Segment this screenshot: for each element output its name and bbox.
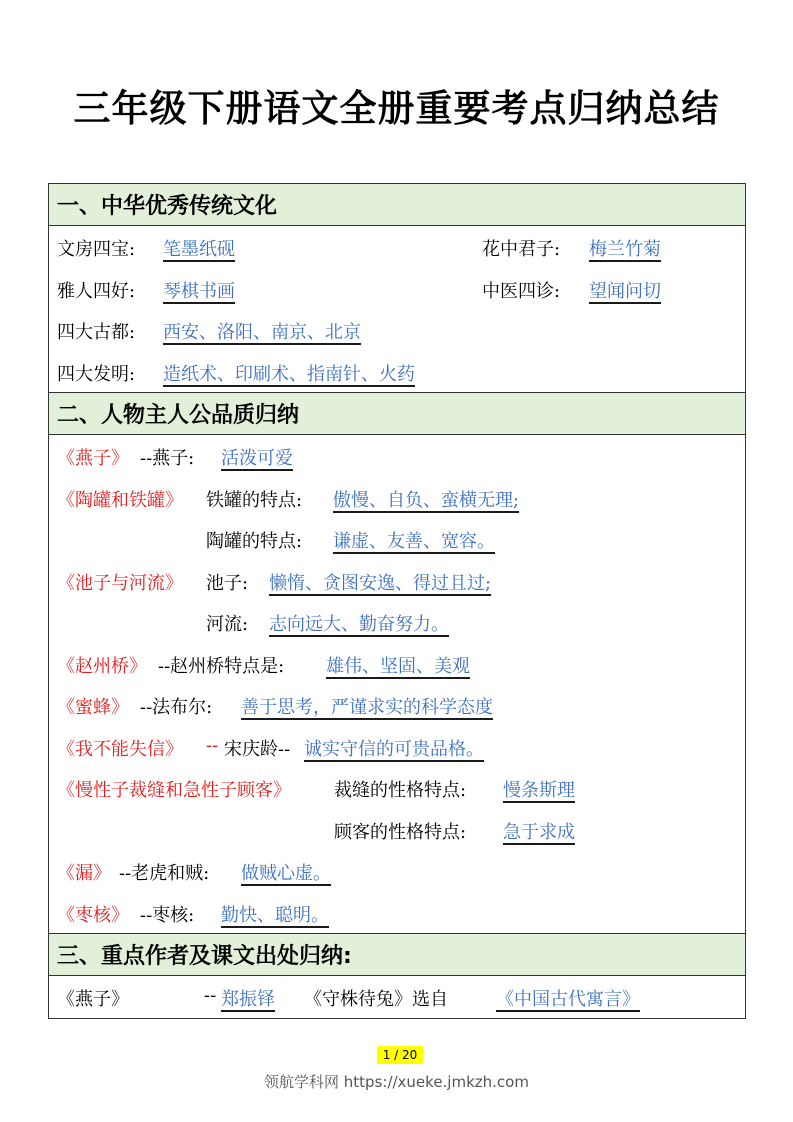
table-row xyxy=(49,435,745,477)
row-label: 中医四诊: xyxy=(482,280,561,302)
answer-value: 志向远大、勤奋努力。 xyxy=(269,614,449,635)
dash-separator: -- xyxy=(204,985,217,1006)
row-label: --枣核: xyxy=(140,904,195,926)
table-row xyxy=(49,643,745,685)
row-label: --赵州桥特点是: xyxy=(158,655,285,677)
answer-value: 懒惰、贪图安逸、得过且过; xyxy=(269,572,492,594)
table-row xyxy=(49,351,745,393)
text-title: 《燕子》 xyxy=(57,989,129,1010)
row-label: 顾客的性格特点: xyxy=(334,821,467,843)
section-heading-culture: 一、中华优秀传统文化 xyxy=(49,184,745,226)
text-title: 《枣核》 xyxy=(57,904,129,926)
row-label: --燕子: xyxy=(140,448,195,469)
footer-watermark: 领航学科网 https://xueke.jmkzh.com xyxy=(264,1073,529,1091)
answer-value: 谦虚、友善、宽容。 xyxy=(333,531,495,552)
table-row xyxy=(49,892,745,934)
table-row xyxy=(49,518,745,560)
row-label: 雅人四好: xyxy=(57,280,136,302)
answer-value: 西安、洛阳、南京、北京 xyxy=(163,322,361,343)
table-row xyxy=(49,976,745,1018)
answer-value: 慢条斯理 xyxy=(503,780,575,801)
text-title: 《漏》 xyxy=(57,863,111,884)
row-label: 宋庆龄-- xyxy=(224,738,291,760)
row-label: 河流: xyxy=(206,614,249,635)
answer-value: 活泼可爱 xyxy=(221,448,293,469)
table-row xyxy=(49,477,745,519)
answer-value: 做贼心虚。 xyxy=(241,863,331,884)
row-label: 陶罐的特点: xyxy=(206,531,303,552)
row-label: 裁缝的性格特点: xyxy=(334,780,467,801)
row-label: 花中君子: xyxy=(482,239,561,260)
answer-value: 梅兰竹菊 xyxy=(589,239,661,260)
table-row xyxy=(49,726,745,768)
summary-table xyxy=(48,183,746,1019)
row-label: 四大古都: xyxy=(57,322,136,343)
answer-value: 望闻问切 xyxy=(589,280,661,302)
answer-value: 勤快、聪明。 xyxy=(221,904,329,926)
answer-value: 笔墨纸砚 xyxy=(163,239,235,260)
answer-value: 善于思考，严谨求实的科学态度 xyxy=(241,697,493,718)
row-label: 四大发明: xyxy=(57,363,136,385)
table-row xyxy=(49,684,745,726)
document-title: 三年级下册语文全册重要考点归纳总结 xyxy=(73,87,720,130)
answer-value: 雄伟、坚固、美观 xyxy=(326,655,470,677)
page-number: 1 / 20 xyxy=(377,1046,423,1064)
source-value: 《中国古代寓言》 xyxy=(496,989,640,1010)
table-row xyxy=(49,309,745,351)
table-row xyxy=(49,268,745,310)
dash-separator: -- xyxy=(206,734,219,756)
row-label: --法布尔: xyxy=(140,697,213,718)
row-label: 《守株待兔》选自 xyxy=(304,989,448,1010)
text-title: 《燕子》 xyxy=(57,448,129,469)
answer-value: 诚实守信的可贵品格。 xyxy=(304,738,484,760)
row-label: 文房四宝: xyxy=(57,239,136,260)
table-row xyxy=(49,226,745,268)
answer-value: 傲慢、自负、蛮横无理; xyxy=(333,489,520,511)
author-value: 郑振铎 xyxy=(221,989,275,1010)
section-heading-characters: 二、人物主人公品质归纳 xyxy=(49,392,745,435)
text-title: 《赵州桥》 xyxy=(57,655,147,677)
section-heading-authors: 三、重点作者及课文出处归纳: xyxy=(49,933,745,976)
table-row xyxy=(49,560,745,602)
table-row xyxy=(49,601,745,643)
answer-value: 急于求成 xyxy=(503,821,575,843)
text-title: 《蜜蜂》 xyxy=(57,697,129,718)
text-title: 《池子与河流》 xyxy=(57,572,183,594)
row-label: --老虎和贼: xyxy=(119,863,210,884)
answer-value: 造纸术、印刷术、指南针、火药 xyxy=(163,363,415,385)
answer-value: 琴棋书画 xyxy=(163,280,235,302)
text-title: 《慢性子裁缝和急性子顾客》 xyxy=(57,780,291,801)
text-title: 《我不能失信》 xyxy=(57,738,183,760)
table-row xyxy=(49,767,745,809)
row-label: 池子: xyxy=(206,572,249,594)
row-label: 铁罐的特点: xyxy=(206,489,303,511)
table-row xyxy=(49,850,745,892)
text-title: 《陶罐和铁罐》 xyxy=(57,489,183,511)
table-row xyxy=(49,809,745,851)
